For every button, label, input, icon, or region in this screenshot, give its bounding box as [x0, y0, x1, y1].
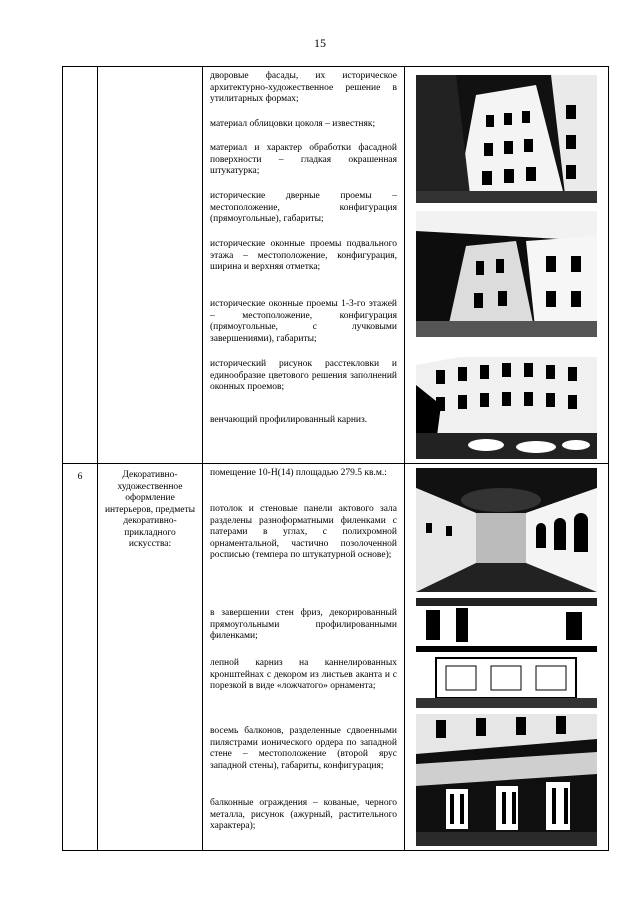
- courtyard-facade-photo-3: [416, 345, 597, 459]
- table-row: [63, 464, 609, 851]
- description-paragraph: балконные ограждения – кованые, черного металла, рисунок (ажурный, растительного характера);: [210, 798, 397, 831]
- photo-cell: [405, 464, 609, 851]
- page-number: 15: [314, 36, 326, 50]
- row-number: [63, 67, 97, 75]
- courtyard-facade-photo-1: [416, 75, 597, 203]
- description-paragraph: венчающий профилированный карниз.: [210, 415, 368, 425]
- assembly-hall-photo-2: [416, 598, 597, 708]
- subject-name: Декоративно-художественное оформление интерьеров, предметы декоративно-прикладного искусства:: [104, 470, 196, 549]
- description-paragraph: исторические оконные проемы 1-3-го этажей – местоположение, конфигурация (прямоугольные, с лучковыми завершениями), габариты;: [210, 299, 397, 344]
- description-paragraph: материал и характер обработки фасадной поверхности – гладкая окрашенная штукатурка;: [210, 143, 397, 176]
- row-number: 6: [77, 472, 83, 482]
- description-paragraph: материал облицовки цоколя – известняк;: [210, 119, 376, 129]
- description-paragraph: исторические оконные проемы подвального этажа – местоположение, конфигурация, ширина и верхняя отметка;: [210, 239, 397, 272]
- table-row: [63, 67, 609, 464]
- assembly-hall-photo-3: [416, 714, 597, 846]
- description-paragraph: дворовые фасады, их историческое архитектурно-художественное решение в утилитарных формах;: [210, 71, 397, 104]
- photo-cell: [405, 67, 609, 464]
- description-paragraph: исторический рисунок расстекловки и единообразие цветового решения заполнений оконных проемов;: [210, 359, 397, 392]
- subject-description-cell: [203, 464, 405, 851]
- courtyard-facade-photo-2: [416, 211, 597, 337]
- description-paragraph: восемь балконов, разделенные сдвоенными пилястрами ионического ордера по западной стене – местоположение (второй ярус западной стены), габариты, конфигурация;: [210, 726, 397, 771]
- subject-description-cell: [203, 67, 405, 464]
- row-number-cell: [63, 67, 98, 464]
- subject-name-cell: [98, 464, 203, 851]
- description-paragraph: потолок и стеновые панели актового зала разделены разноформатными филенками с патерами в углах, с полихромной орнаментальной, частично позолоченной росписью (темпера по штукатурной основе);: [210, 504, 397, 560]
- subject-name-cell: [98, 67, 203, 464]
- description-paragraph: в завершении стен фриз, декорированный прямоугольными профилированными филенками;: [210, 608, 397, 641]
- description-paragraph: исторические дверные проемы – местоположение, конфигурация (прямоугольные), габариты;: [210, 191, 397, 224]
- subject-name: [98, 67, 202, 73]
- row-number-cell: [63, 464, 98, 851]
- assembly-hall-photo-1: [416, 468, 597, 592]
- monument-subject-table: [62, 66, 609, 851]
- description-paragraph: лепной карниз на каннелированных кронштейнах с декором из листьев аканта и с порезкой в виде «ложчатого» орнамента;: [210, 658, 397, 691]
- description-paragraph: помещение 10-Н(14) площадью 279.5 кв.м.:: [210, 468, 387, 478]
